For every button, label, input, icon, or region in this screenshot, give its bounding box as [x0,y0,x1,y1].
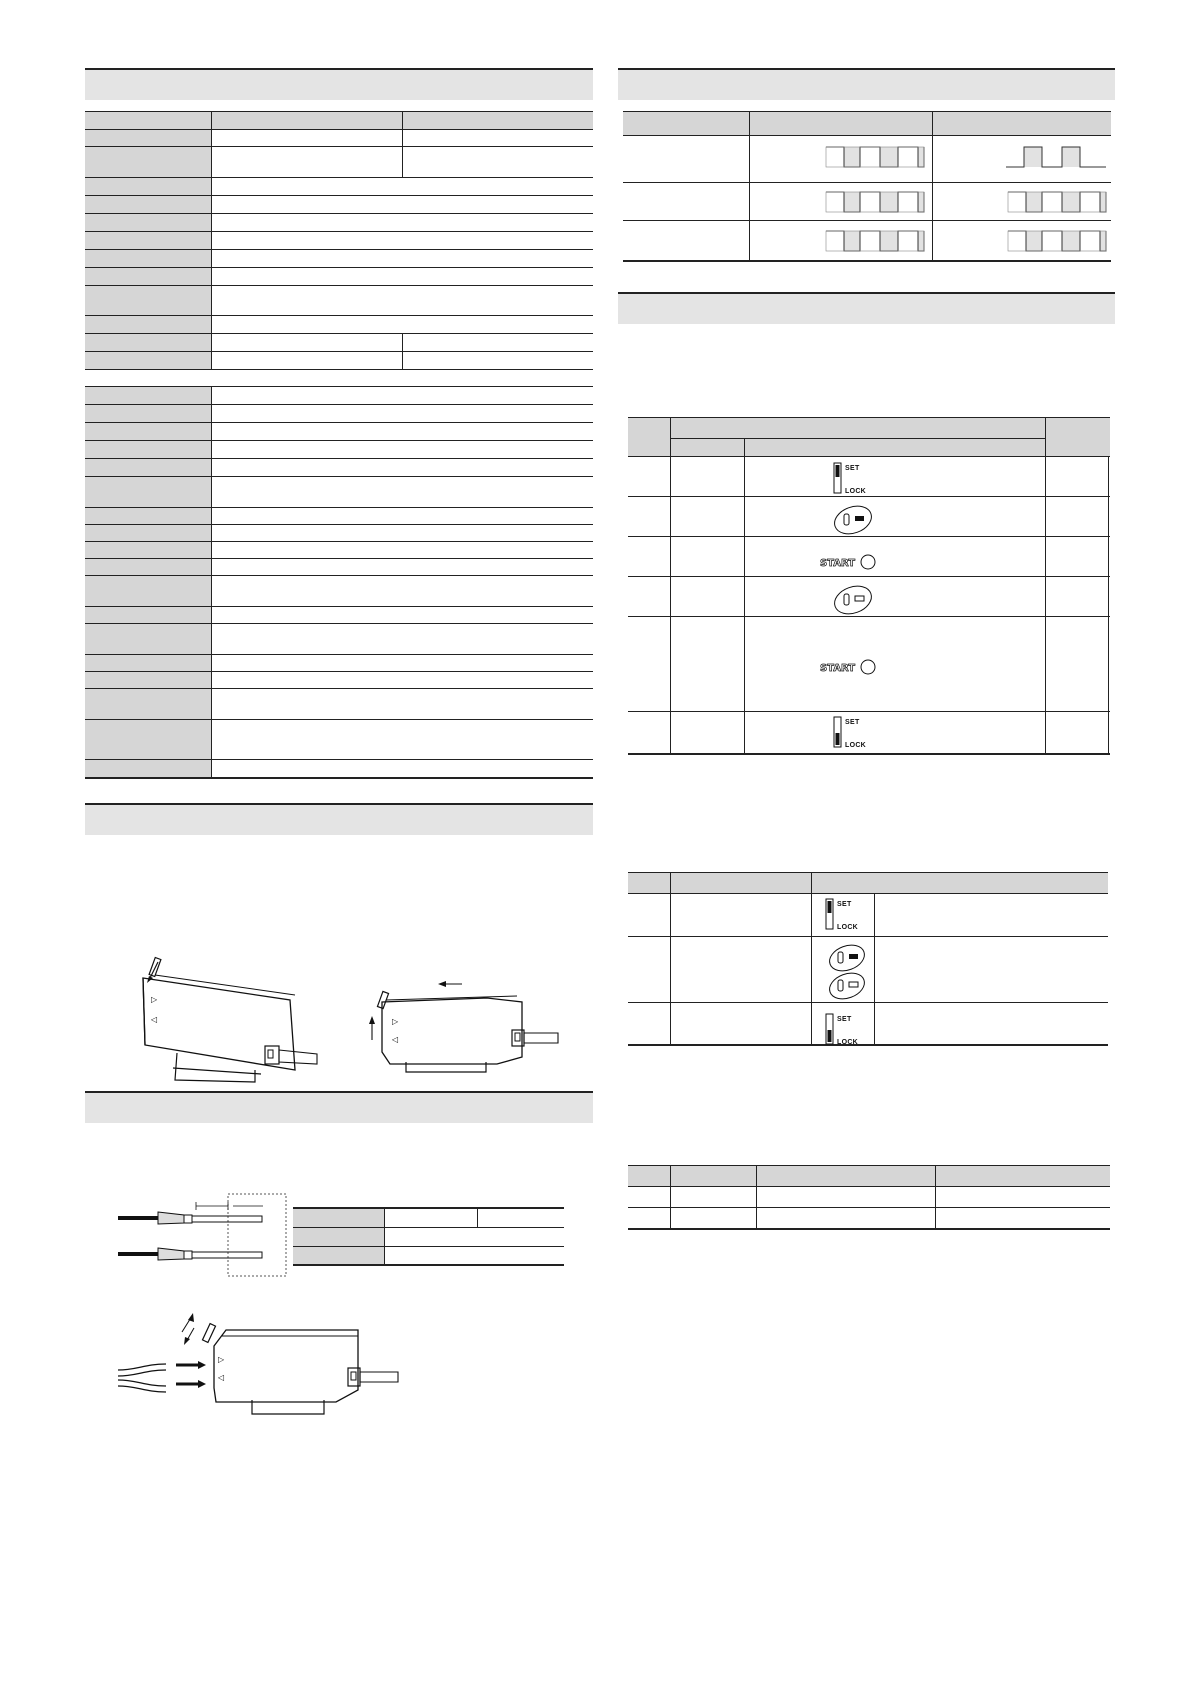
fiber-table-header-cell [385,1208,478,1227]
switch-lock-label: LOCK [845,742,867,749]
spec-label-cell [85,232,212,250]
spec-value-cell [212,387,594,405]
spec-label-cell [85,760,212,778]
start-button-icon [820,656,878,678]
spec-value-cell [212,525,594,542]
procedure-cell [671,577,745,617]
switch-lock-label: LOCK [837,924,859,931]
timing-header-cell [750,112,933,136]
spec-value-cell [212,559,594,576]
spec-label-cell [85,286,212,316]
spec-value-cell [212,689,594,720]
mode-header-cell [671,1166,757,1187]
spec-label-cell [85,559,212,576]
mode-header-cell [628,1166,671,1187]
timing-header-cell [933,112,1112,136]
procedure-desc-cell [1108,577,1110,617]
spec-value-cell [212,268,594,286]
spec-label-cell [85,655,212,672]
procedure-step-cell [628,537,671,577]
section-header-fiber-connection [85,1091,593,1123]
set-lock-switch-icon [825,897,870,933]
procedure-header-cell [671,418,1046,439]
procedure-cell [745,617,1046,712]
adjust-step-cell [628,1003,671,1045]
adjust-step-cell [628,937,671,1003]
procedure-cell [671,457,745,497]
spec-value-cell [212,352,403,370]
procedure-cell [745,577,1046,617]
section-header-sensitivity-setting [618,292,1115,324]
procedure-desc-cell [1108,617,1110,712]
spec-label-cell [85,576,212,607]
procedure-cell [671,712,745,754]
procedure-cell [745,712,1046,754]
timing-label-cell [623,136,750,183]
spec-value-cell [403,147,594,178]
spec-label-cell [85,196,212,214]
mode-cell [757,1208,936,1229]
timing-label-cell [623,183,750,221]
spec-value-cell [212,232,594,250]
spec-label-cell [85,334,212,352]
spec-value-cell [212,459,594,477]
spec-value-cell [212,655,594,672]
procedure-step-cell [628,457,671,497]
adjust-header-cell [628,873,671,894]
mode-cell [671,1187,757,1208]
spec-header-cell [403,112,594,130]
procedure-subheader-cell [745,439,1046,457]
adjust-cell [671,894,812,937]
procedure-step-cell [628,617,671,712]
procedure-desc-cell [1108,497,1110,537]
procedure-desc-cell [1108,457,1110,497]
spec-value-cell [212,720,594,760]
fiber-table-header-cell [478,1208,565,1227]
spec-header-cell [212,112,403,130]
adjust-desc-cell [875,894,1109,937]
adjust-header-cell [812,873,1109,894]
mode-cell [628,1187,671,1208]
spec-value-cell [403,352,594,370]
mode-cell [671,1208,757,1229]
fiber-table-label-cell [293,1227,385,1246]
spec-value-cell [212,477,594,508]
spec-value-cell [403,334,594,352]
spec-label-cell [85,624,212,655]
set-lock-switch-icon [833,461,878,497]
adjust-desc-cell [875,937,1109,1003]
mode-header-cell [757,1166,936,1187]
spec-label-cell [85,352,212,370]
spec-header-cell [85,112,212,130]
timing-waveform-r1c1 [824,145,926,169]
procedure-icon-cell [1045,617,1108,712]
spec-label-cell [85,525,212,542]
timing-waveform-r2c2 [1006,190,1108,214]
procedure-header-cell [628,418,671,457]
spec-value-cell [212,441,594,459]
mode-cell [936,1187,1111,1208]
section-header-specifications [85,68,593,100]
spec-label-cell [85,477,212,508]
svg-text:◁: ◁ [392,1035,399,1044]
spec-label-cell [85,316,212,334]
fiber-length-table [293,1207,564,1266]
spec-label-cell [85,607,212,624]
procedure-cell [745,497,1046,537]
spec-value-cell [212,405,594,423]
procedure-cell [671,537,745,577]
spec-value-cell [212,334,403,352]
procedure-header-cell [1045,418,1110,457]
procedure-icon-cell [1045,497,1108,537]
svg-text:◁: ◁ [151,1015,158,1024]
spec-label-cell [85,405,212,423]
fiber-insert-diagram [118,1318,418,1428]
section-header-mounting [85,803,593,835]
spec-label-cell [85,387,212,405]
fiber-table-label-cell [293,1246,385,1265]
spec-value-cell [212,250,594,268]
procedure-cell [745,457,1046,497]
adjust-header-cell [671,873,812,894]
procedure-step-cell [628,497,671,537]
spec-value-cell [212,147,403,178]
spec-value-cell [212,672,594,689]
start-key-label: START [820,663,856,674]
adjust-cell [671,1003,812,1045]
mode-cell [757,1187,936,1208]
spec-label-cell [85,689,212,720]
switch-set-label: SET [837,901,852,908]
svg-text:◁: ◁ [218,1373,225,1382]
spec-value-cell [212,130,403,147]
procedure-desc-cell [1108,712,1110,754]
fiber-table-header-cell [293,1208,385,1227]
fiber-cut-diagram [118,1194,293,1276]
spec-value-cell [212,542,594,559]
spec-value-cell [212,624,594,655]
adjust-cell [671,937,812,1003]
switch-set-label: SET [845,719,860,726]
spec-value-cell [212,607,594,624]
mode-header-cell [936,1166,1111,1187]
set-lock-switch-icon [833,715,878,751]
timing-waveform-r2c1 [824,190,926,214]
procedure-icon-cell [1045,577,1108,617]
spec-value-cell [212,286,594,316]
spec-value-cell [212,316,594,334]
timing-header-cell [623,112,750,136]
spec-label-cell [85,720,212,760]
mode-cell [936,1208,1111,1229]
spec-label-cell [85,250,212,268]
spec-value-cell [212,196,594,214]
mode-selection-table [628,1165,1110,1230]
spec-label-cell [85,147,212,178]
specifications-table-2 [85,386,593,779]
spec-value-cell [212,423,594,441]
switch-lock-label: LOCK [837,1039,859,1046]
specifications-table-1 [85,111,593,370]
spec-value-cell [212,760,594,778]
timing-waveform-r3c1 [824,229,926,253]
svg-text:▷: ▷ [151,995,158,1004]
spec-value-cell [212,214,594,232]
spec-label-cell [85,459,212,477]
spec-label-cell [85,441,212,459]
mounting-diagram-attach [125,950,325,1080]
adjust-desc-cell [875,1003,1109,1045]
set-lock-switch-icon [825,1012,870,1048]
spec-value-cell [212,178,594,196]
procedure-step-cell [628,712,671,754]
start-button-icon [820,551,878,573]
procedure-icon-cell [1045,712,1108,754]
procedure-icon-cell [1045,537,1108,577]
spec-label-cell [85,542,212,559]
switch-set-label: SET [845,465,860,472]
spec-value-cell [212,508,594,525]
svg-text:▷: ▷ [218,1355,225,1364]
spec-label-cell [85,508,212,525]
spec-label-cell [85,178,212,196]
switch-set-label: SET [837,1016,852,1023]
timing-waveform-r3c2 [1006,229,1108,253]
fiber-table-value-cell [385,1246,565,1265]
section-header-output-timing [618,68,1115,100]
timing-waveform-r1c2 [1006,145,1108,169]
fiber-table-value-cell [385,1227,565,1246]
spec-value-cell [403,130,594,147]
digital-dial-icon [826,970,870,1002]
spec-value-cell [212,576,594,607]
procedure-cell [671,617,745,712]
digital-dial-icon [832,503,876,537]
procedure-icon-cell [1045,457,1108,497]
spec-label-cell [85,423,212,441]
spec-label-cell [85,130,212,147]
adjust-step-cell [628,894,671,937]
spec-label-cell [85,214,212,232]
mode-cell [628,1208,671,1229]
procedure-cell [745,537,1046,577]
procedure-desc-cell [1108,537,1110,577]
spec-label-cell [85,268,212,286]
switch-lock-label: LOCK [845,488,867,495]
procedure-cell [671,497,745,537]
timing-label-cell [623,221,750,261]
procedure-step-cell [628,577,671,617]
spec-label-cell [85,672,212,689]
svg-text:▷: ▷ [392,1017,399,1026]
mounting-diagram-detach [362,972,562,1082]
digital-dial-icon [832,583,876,617]
procedure-subheader-cell [671,439,745,457]
start-key-label: START [820,558,856,569]
